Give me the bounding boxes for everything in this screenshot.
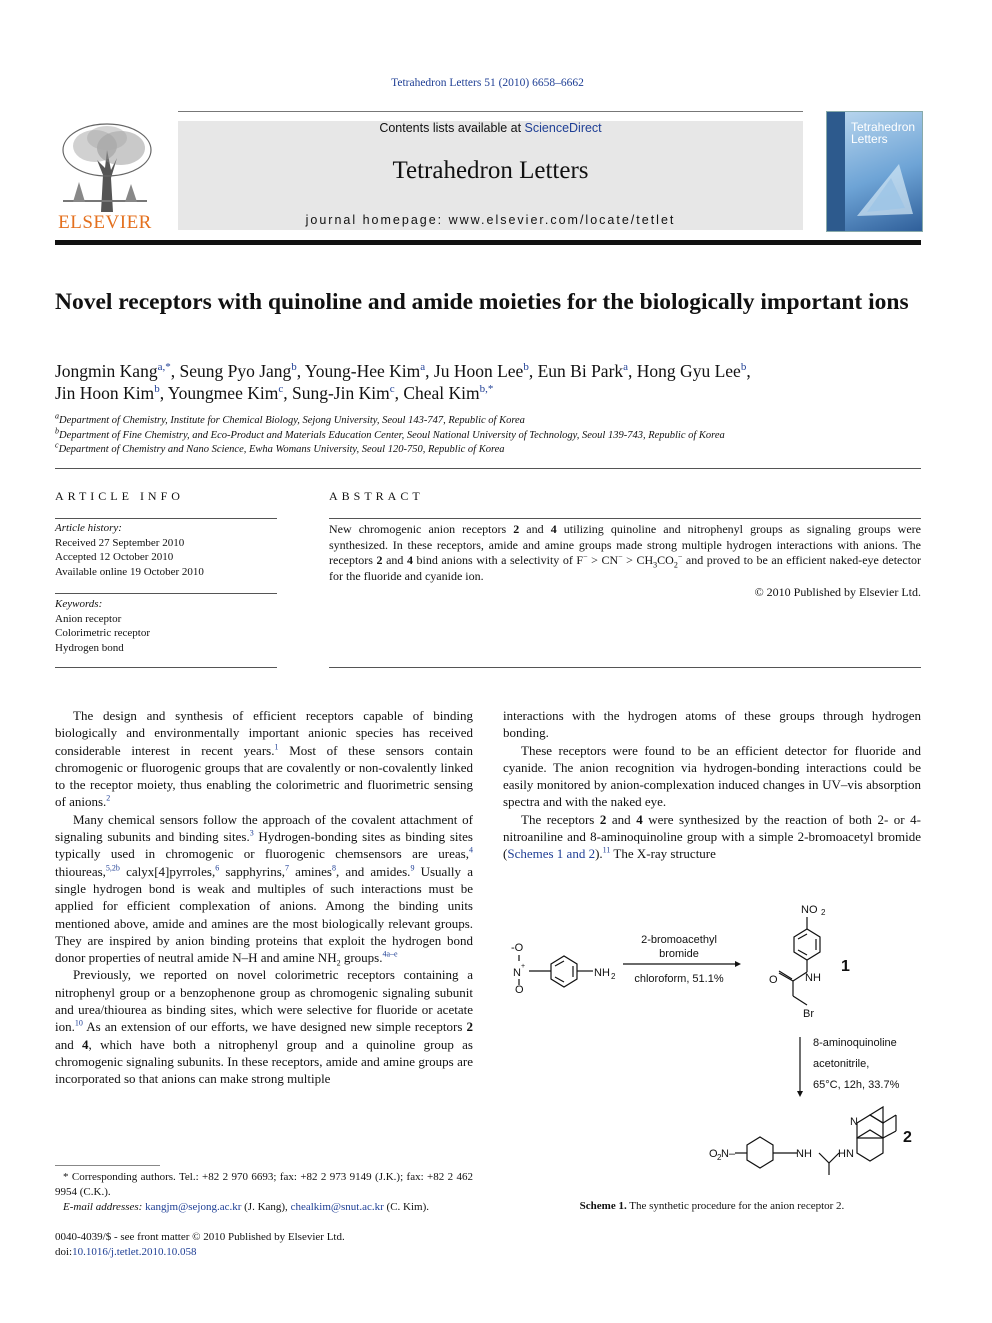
article-info-rule-3: [55, 667, 277, 668]
reagent-1-line-2: bromide: [659, 948, 699, 960]
journal-reference[interactable]: Tetrahedron Letters 51 (2010) 6658–6662: [391, 77, 584, 89]
article-title: Novel receptors with quinoline and amide moieties for the biologically important ions: [55, 289, 909, 315]
author-affiliation-mark[interactable]: a,*: [157, 361, 171, 374]
svg-text:Br: Br: [803, 1008, 814, 1020]
email-link-1[interactable]: kangjm@sejong.ac.kr: [145, 1201, 242, 1213]
affiliations-rule: [55, 468, 921, 469]
author-affiliation-mark[interactable]: b: [740, 361, 747, 374]
abstract-copyright: © 2010 Published by Elsevier Ltd.: [754, 585, 921, 599]
author-name: Jongmin Kang: [55, 361, 158, 381]
svg-text:O: O: [709, 1148, 718, 1160]
email-label: E-mail addresses:: [63, 1201, 143, 1213]
author-affiliation-mark[interactable]: c: [278, 383, 284, 396]
contents-line: [178, 121, 803, 135]
scheme-caption-text: The synthetic procedure for the anion receptor 2.: [629, 1200, 845, 1212]
author-name: Seung Pyo Jang: [179, 361, 292, 381]
compound-2-label: 2: [903, 1129, 912, 1146]
author-affiliation-mark[interactable]: b: [154, 383, 160, 396]
affiliation-mark: a: [55, 411, 59, 421]
abstract-text: New chromogenic anion receptors 2 and 4 utilizing quinoline and nitrophenyl groups as signaling groups were synthesized. In these receptors, amide and amine groups made strong multiple hydrogen interactions with anions. The receptors 2 and 4 bind anions with a selectivity of $F^- > CN^- > CH_3CO_2^-$ and proved to be an efficient naked-eye detector for the fluoride and cyanide ion.: [329, 522, 922, 583]
affiliation-item: [55, 440, 921, 458]
email-who-2: (C. Kim).: [386, 1201, 430, 1213]
footnotes: [55, 1170, 473, 1215]
author-name: Cheal Kim: [403, 383, 480, 403]
svg-text:NH: NH: [594, 967, 610, 979]
doi-prefix: doi:: [55, 1246, 73, 1258]
article-info-rule-1: [55, 518, 277, 519]
email-who-1: (J. Kang),: [244, 1201, 288, 1213]
abstract-rule-bottom: [329, 667, 921, 668]
scheme-1-caption: [503, 1200, 921, 1212]
contents-prefix: Contents lists available at: [379, 121, 525, 135]
compound-2-structure: [735, 1107, 896, 1175]
scheme-caption-label: Scheme 1.: [579, 1200, 627, 1212]
history-label: Article history:: [55, 522, 122, 534]
nitroaniline-structure: [519, 955, 593, 987]
svg-text:2: 2: [611, 972, 616, 981]
compound-1-label: 1: [841, 958, 850, 975]
svg-text:HN: HN: [838, 1148, 854, 1160]
svg-text:N–: N–: [721, 1148, 736, 1160]
cover-title-1: Tetrahedron: [851, 120, 916, 134]
affiliation-mark: c: [55, 440, 59, 450]
svg-text:+: +: [521, 963, 526, 970]
svg-text:O: O: [769, 974, 778, 986]
svg-text:N: N: [850, 1116, 858, 1128]
accepted-date: Accepted 12 October 2010: [55, 551, 174, 563]
header-rule: [178, 111, 803, 112]
author-name: Jin Hoon Kim: [55, 383, 155, 403]
author-name: Sung-Jin Kim: [291, 383, 390, 403]
schemes-link[interactable]: Schemes 1 and 2: [507, 846, 596, 862]
affiliation-text: Department of Chemistry and Nano Science, Ewha Womans University, Seoul 120-750, Republic of Korea: [58, 444, 505, 455]
elsevier-tree-icon: [55, 120, 155, 215]
affiliation-mark: b: [55, 426, 59, 435]
reagent-1-line-1: 2-bromoacethyl: [641, 934, 717, 946]
affiliation-text: Department of Fine Chemistry, and Eco-Product and Materials Education Center, Seoul National University of Technology, Seoul 139-743, Republic of Korea: [59, 429, 725, 441]
author-affiliation-mark[interactable]: c: [389, 383, 395, 396]
svg-text:-O: -O: [511, 942, 524, 954]
received-date: Received 27 September 2010: [55, 536, 185, 549]
author-affiliation-mark[interactable]: b: [291, 361, 297, 374]
svg-text:N: N: [513, 967, 521, 979]
affiliation-text: Department of Chemistry, Institute for Chemical Biology, Sejong University, Seoul 143-747, Republic of Korea: [59, 415, 525, 426]
keyword-item: Colorimetric receptor: [55, 627, 150, 639]
doi-link[interactable]: 10.1016/j.tetlet.2010.10.058: [72, 1246, 197, 1258]
header-thick-rule: [55, 240, 921, 245]
compound-1-structure: [779, 917, 820, 1005]
online-date: Available online 19 October 2010: [55, 565, 204, 578]
journal-cover: [826, 111, 923, 232]
abstract-heading: ABSTRACT: [329, 489, 424, 503]
author-affiliation-mark[interactable]: b: [523, 361, 529, 374]
elsevier-logo: [55, 120, 155, 235]
reagent-2-line-2: acetonitrile,: [813, 1058, 870, 1070]
cover-triangle-icon: [847, 156, 919, 224]
cover-spine: [827, 112, 845, 231]
journal-title: Tetrahedron Letters: [392, 157, 589, 184]
author-affiliation-mark[interactable]: b,*: [479, 383, 494, 396]
corresponding-authors: * Corresponding authors. Tel.: +82 2 970 6693; fax: +82 2 973 9149 (J.K.); fax: +82 2 462 9954 (C.K.).: [55, 1171, 473, 1198]
email-addresses: [55, 1200, 473, 1215]
author-name: Ju Hoon Lee: [433, 361, 524, 381]
footnote-rule: [55, 1165, 160, 1166]
conditions-2: 65°C, 12h, 33.7%: [813, 1079, 900, 1091]
issn-line: 0040-4039/$ - see front matter © 2010 Published by Elsevier Ltd.: [55, 1231, 345, 1243]
doi-line: [55, 1245, 196, 1260]
article-info-heading: ARTICLE INFO: [55, 489, 184, 503]
affiliation-item: [55, 426, 921, 444]
conditions-1: chloroform, 51.1%: [634, 973, 724, 985]
body-left-column: The design and synthesis of efficient receptors capable of binding biologically and environmentally important anionic species has received considerable interest in recent years.$^1$ Most of these sensors contain chromogenic or fluorogenic groups that are covalently or non-covalently linked to the receptor moiety, thus enabling the colorimetric and fluorimetric sensing of anions.$^2$ Many chemical sensors follow the approach of the covalent attachment of signaling subunits and binding sites.$^3$ Hydrogen-bonding sites as binding sites typically used in chromogenic or fluorogenic chemsensors are ureas,$^4$ thioureas,$^{5,2b}$ calyx[4]pyrroles,$^6$ sapphyrins,$^7$ amines$^8$, and amides.$^9$ Usually a single hydrogen bond is weak and multiples of such interactions must be applied for efficient complexation of anions. Among the binding units mentioned above, amide and amines are the most biologically relevant groups. They are inspired by anion binding proteins that exploit the hydrogen bond donor properties of neutral amide N–H and amine $NH_2$ groups.$^{4a-e}$ Previously, we reported on novel colorimetric receptors containing a nitrophenyl group or a benzophenone group as chromogenic signaling subunit and urea/thiourea as binding sites, which were selective for fluoride or acetate ion.$^{10}$ As an extension of our efforts, we have designed new simple receptors 2 and 4, which have both a nitrophenyl group and a quinoline group as chromogenic signaling subunits. In these receptors, amide and amine groups are incorporated so that anions can make strong multiple: [55, 708, 473, 1087]
reagent-2-line-1: 8-aminoquinoline: [813, 1037, 897, 1049]
journal-homepage[interactable]: journal homepage: www.elsevier.com/locate/tetlet: [305, 213, 676, 227]
author-name: Young-Hee Kim: [304, 361, 421, 381]
authors-line-1: Jongmin Kang$^{a,*}$, Seung Pyo Jang$^b$, Young-Hee Kim$^a$, Ju Hoon Lee$^b$, Eun Bi Park$^a$, Hong Gyu Lee$^b$,: [55, 361, 751, 381]
scheme-1-diagram: [503, 895, 921, 1175]
author-name: Eun Bi Park: [537, 361, 624, 381]
author-list: [55, 360, 921, 404]
keyword-item: Anion receptor: [55, 612, 122, 625]
article-history: [55, 521, 277, 579]
svg-text:NH: NH: [805, 972, 821, 984]
cover-title-2: Letters: [851, 132, 888, 146]
svg-text:NO: NO: [801, 904, 818, 916]
abstract-rule-top: [329, 518, 921, 519]
author-affiliation-mark[interactable]: a: [623, 361, 629, 374]
body-right-column: interactions with the hydrogen atoms of these groups through hydrogen bonding. These receptors were found to be an efficient detector for fluoride and cyanide. The anion recognition via hydrogen-bonding interactions could be easily monitored by anion-complexation induced changes in UV–vis absorption spectra and with the naked eye. The receptors 2 and 4 were synthesized by the reaction of both 2- or 4-nitroaniline and 8-aminoquinoline group with a simple 2-bromoacetyl bromide (Schemes 1 and 2).$^{11}$ The X-ray structure: [503, 708, 921, 862]
keywords-label: Keywords:: [55, 598, 103, 610]
author-affiliation-mark[interactable]: a: [420, 361, 426, 374]
email-link-2[interactable]: chealkim@snut.ac.kr: [290, 1201, 384, 1213]
elsevier-wordmark: ELSEVIER: [58, 212, 152, 233]
article-info-rule-2: [55, 593, 277, 594]
keyword-item: Hydrogen bond: [55, 641, 124, 654]
svg-text:2: 2: [717, 1153, 722, 1162]
sciencedirect-link[interactable]: ScienceDirect: [524, 121, 602, 135]
keywords: [55, 597, 277, 655]
svg-text:NH: NH: [796, 1148, 812, 1160]
affiliation-item: [55, 411, 921, 429]
authors-line-2: Jin Hoon Kim$^b$, Youngmee Kim$^c$, Sung-Jin Kim$^c$, Cheal Kim$^{b,*}$: [55, 383, 494, 403]
author-name: Youngmee Kim: [167, 383, 279, 403]
author-name: Hong Gyu Lee: [636, 361, 741, 381]
svg-text:O: O: [515, 984, 524, 996]
svg-text:2: 2: [821, 908, 826, 917]
affiliations: [55, 411, 921, 458]
